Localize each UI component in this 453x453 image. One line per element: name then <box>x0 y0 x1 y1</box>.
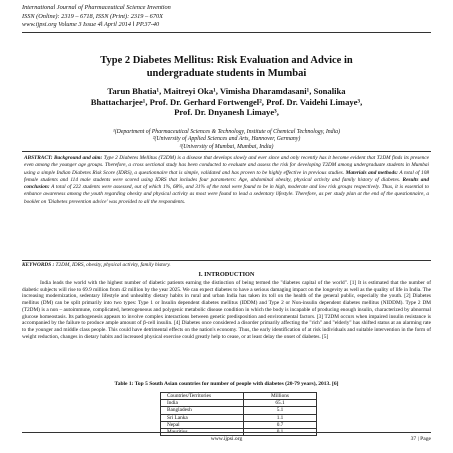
keywords <box>22 262 431 269</box>
results-label: Results and conclusion: <box>24 176 429 191</box>
table-cell: Nepal <box>161 421 244 428</box>
affiliation-line: ³(University of Mumbai, Mumbai, India) <box>179 143 274 150</box>
page-number: 37 | Page <box>410 436 431 442</box>
journal-volume: www.ijpsi.org Volume 3 Issue 4‖ April 2014 ‖ PP.37-40 <box>22 21 160 29</box>
table-cell: 0.7 <box>244 421 317 428</box>
footer-rule <box>22 432 431 433</box>
title-line: Type 2 Diabetes Mellitus: Risk Evaluation and Advice in <box>100 55 353 66</box>
abstract-text: Type 2 Diabetes Mellitus (T2DM) is a disease that develops slowly and ever since and only recently has it become evident that T2DM finds its presence even among the younger age groups. Therefore, a cross sectional study has been conducted to evaluate and assess the risk for developing T2DM among undergraduate students in Mumbai using a simple Indian Diabetes Risk Score (IDRS), a questionnaire that is simple, validated and has proven to be highly effective in previous studies. <box>24 155 429 176</box>
abstract-box <box>22 151 431 261</box>
table-row <box>161 421 317 428</box>
footer-url: www.ijpsi.org <box>210 436 243 442</box>
table-header-row <box>161 393 317 400</box>
keywords-text: T2DM, IDRS, obesity, physical activity, family history. <box>54 262 171 268</box>
author-line: Prof. Dr. Dnyanesh Limaye³, <box>174 107 279 118</box>
table-cell: 5.1 <box>244 407 317 414</box>
paper-title <box>40 55 413 80</box>
section-heading: I. INTRODUCTION <box>198 271 255 278</box>
table-cell: Mauritius <box>161 429 244 436</box>
author-line: Tarun Bhatia¹, Maitreyi Oka¹, Vimisha Dharamdasani¹, Sonalika <box>107 86 346 96</box>
column-header: Countries/Territories <box>161 393 244 400</box>
table-cell: India <box>161 400 244 407</box>
affiliations <box>40 129 413 151</box>
journal-issn: ISSN (Online): 2319 – 6718, ISSN (Print): 2319 – 670X <box>22 12 163 20</box>
body-text <box>22 280 431 340</box>
table-cell: 0.1 <box>244 429 317 436</box>
methods-label: Materials and methods: <box>345 169 398 176</box>
table-caption: Table 1: Top 5 South Asian countries for number of people with diabetes (20-79 years), 2013. [6] <box>114 381 339 387</box>
table-cell: 65.1 <box>244 400 317 407</box>
table-cell: 1.1 <box>244 414 317 421</box>
data-table <box>160 392 317 436</box>
author-list <box>40 86 413 118</box>
title-line: undergraduate students in Mumbai <box>146 67 307 79</box>
abstract-label: ABSTRACT: Background and aim: <box>24 155 103 161</box>
column-header: Millions <box>244 393 317 400</box>
author-line: Bhattacharjee¹, Prof. Dr. Gerhard Fortwengel², Prof. Dr. Vaidehi Limaye³, <box>90 96 363 107</box>
affiliation-line: ¹(Department of Pharmaceutical Sciences & Technology, Institute of Chemical Technology, India) <box>112 129 341 135</box>
table-row <box>161 414 317 421</box>
journal-name: International Journal of Pharmaceutical Science Invention <box>22 4 171 11</box>
paragraph: India leads the world with the highest number of diabetic patients earning the distinction of being termed the "diabetes capital of the world". [1] It is estimated that the number of diabetic subjects will rise to 69.9 million from 42 million by the year 2025. We can expect diabetes to have a serious damaging impact on the longevity as well as the quality of life in India. The increasing modernization, sedentary lifestyle and unhealthy dietary habits in rural and urban India has taken its toll on the health of the general public, especially the youth. [2] Diabetes mellitus (DM) can be split primarily into two types: Type 1 or Insulin dependent diabetes mellitus (IDDM) and Type 2 or Non-insulin dependent diabetes mellitus (NIDDM). Type 2 DM (T2DM) is a non – autoimmune, complicated, heterogeneous and polygenic metabolic disease condition in which the body is incapable of producing enough insulin, characterized by abnormal glucose homeostasis. Its pathogenesis appears to involve complex interactions between genetic predisposition and environmental factors. [3] T2DM occurs when impaired insulin resistance is accompanied by the failure to produce ample amount of β-cell insulin. [4] Diabetes once considered a disorder primarily affecting the "rich" and "elderly" has shifted status at an alarming rate to the younger and middle class people. This could have detrimental effects on the nation's economy. Thus, the early identification of at risk individuals and suitable intervention in the form of weight reduction, changes in dietary habits and increased physical exercise could greatly help to cease, or at least delay the onset of diabetes. [5] <box>22 280 431 340</box>
table-cell: Bangladesh <box>161 407 244 414</box>
affiliation-line: ²(University of Applied Sciences and Arts, Hannover, Germany) <box>152 136 301 143</box>
table-row <box>161 407 317 414</box>
abstract-text: A total of 108 female students and 114 male students were scored using IDRS that includes four parameters: Age, abdominal obesity, physical activity and family history of diabetes. <box>24 169 429 183</box>
table-row <box>161 400 317 407</box>
keywords-label: KEYWORDS : <box>22 262 55 268</box>
table-cell: Sri Lanka <box>161 414 244 421</box>
header-rule <box>22 32 431 33</box>
abstract-text: A total of 222 students were assessed, out of which 1%, 68%, and 31% of the total were found to be in high, moderate and low risk groups respectively. Thus, it is essential to enhance awareness among the youth regarding obesity and physical activity as most were found to lead a sedentary lifestyle. Therefore, as per study plan at the end of the questionnaire, a booklet on 'Diabetes prevention advice' was provided to all the respondents. <box>24 184 429 205</box>
journal-header <box>22 4 171 30</box>
